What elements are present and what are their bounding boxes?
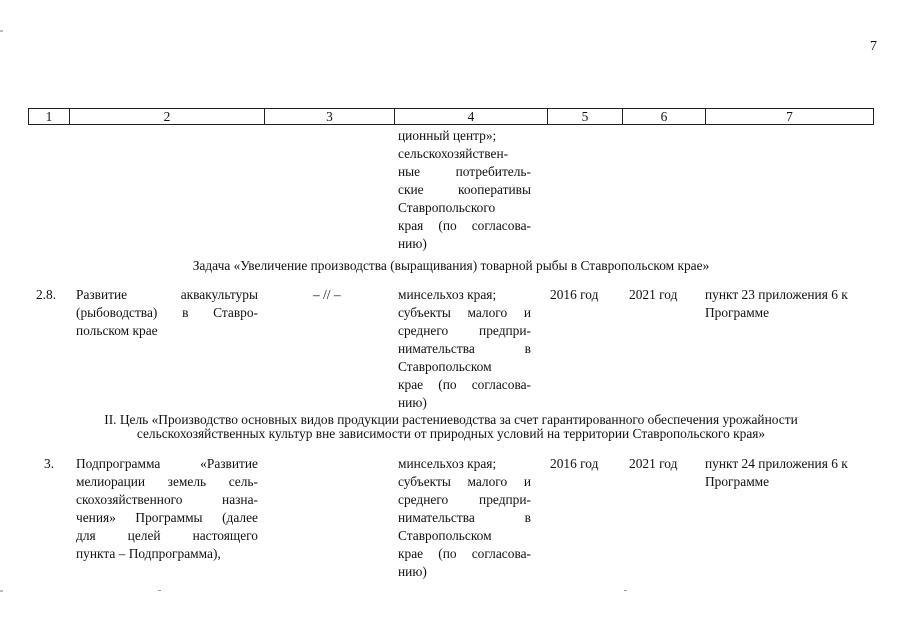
table-header-row (28, 108, 874, 125)
header-col-6: 6 (623, 109, 706, 124)
row-3-col4-line: нию) (398, 564, 427, 579)
cont-col4-line: сельскохозяйствен- (398, 146, 509, 161)
goal-heading-line: сельскохозяйственных культур вне зависимости от природных условий на территории Ставропольского края» (136, 426, 766, 441)
cont-col4-line: ские кооперативы (398, 182, 531, 197)
row-2-8-col4-line: минсельхоз края; (398, 287, 497, 302)
row-3-ref-line: пункт 24 приложения 6 к (705, 456, 848, 471)
page-number: 7 (870, 39, 877, 54)
row-3-reference (705, 455, 873, 491)
row-2-8-col4-line: нию) (398, 395, 427, 410)
task-heading: Задача «Увеличение производства (выращивания) товарной рыбы в Ставропольском крае» (192, 258, 710, 273)
row-3-name (76, 455, 258, 563)
cont-col4-line: ционный центр»; (398, 128, 497, 143)
row-3-col4-line: минсельхоз края; (398, 456, 497, 471)
row-3-name-line: мелиорации земель сель- (76, 474, 258, 489)
row-3-name-line: пункта – Подпрограмма), (76, 546, 221, 561)
cont-col4-line: Ставропольского (398, 200, 496, 215)
row-3-number: 3. (44, 456, 55, 471)
row-3-name-line: чения» Программы (далее (76, 510, 258, 525)
goal-heading-line: II. Цель «Производство основных видов продукции растениеводства за счет гарантированного обеспечения урожайности (104, 412, 798, 427)
header-col-3: 3 (265, 109, 395, 124)
row-2-8-end-year: 2021 год (629, 287, 678, 302)
row-2-8-name-line: Развитие аквакультуры (76, 287, 258, 302)
scan-mark (0, 30, 3, 32)
header-col-1: 1 (29, 109, 70, 124)
row-3-col4-line: субъекты малого и (398, 474, 531, 489)
row-2-8-col4-line: крае (по согласова- (398, 377, 531, 392)
header-col-2: 2 (70, 109, 265, 124)
cont-row-col4 (398, 127, 531, 253)
row-2-8-ref-line: Программе (705, 305, 770, 320)
row-2-8-start-year: 2016 год (550, 287, 599, 302)
scan-mark (0, 590, 3, 592)
row-3-col4-line: крае (по согласова- (398, 546, 531, 561)
row-3-col4-line: нимательства в (398, 510, 531, 525)
row-3-start-year: 2016 год (550, 456, 599, 471)
scan-mark (624, 590, 627, 591)
row-3-col4 (398, 455, 531, 581)
row-3-name-line: для целей настоящего (76, 528, 258, 543)
row-2-8-number: 2.8. (36, 287, 57, 302)
row-3-name-line: скохозяйственного назна- (76, 492, 258, 507)
goal-heading (28, 413, 874, 441)
header-col-5: 5 (548, 109, 623, 124)
row-2-8-col4-line: Ставропольском (398, 359, 492, 374)
row-3-col4-line: среднего предпри- (398, 492, 531, 507)
row-3-end-year: 2021 год (629, 456, 678, 471)
row-2-8-col3: – // – (313, 287, 341, 302)
row-2-8-col4-line: субъекты малого и (398, 305, 531, 320)
cont-col4-line: нию) (398, 236, 427, 251)
row-3-col4-line: Ставропольском (398, 528, 492, 543)
row-2-8-name-line: польском крае (76, 323, 158, 338)
row-2-8-reference (705, 286, 873, 322)
row-3-name-line: Подпрограмма «Развитие (76, 456, 258, 471)
row-2-8-name (76, 286, 258, 340)
header-col-4: 4 (395, 109, 548, 124)
row-2-8-col4-line: среднего предпри- (398, 323, 531, 338)
row-2-8-col4 (398, 286, 531, 412)
row-3-ref-line: Программе (705, 474, 770, 489)
row-2-8-ref-line: пункт 23 приложения 6 к (705, 287, 848, 302)
row-2-8-name-line: (рыбоводства) в Ставро- (76, 305, 258, 320)
cont-col4-line: края (по согласова- (398, 218, 531, 233)
row-2-8-col4-line: нимательства в (398, 341, 531, 356)
scan-mark (158, 590, 161, 591)
header-col-7: 7 (786, 109, 793, 124)
cont-col4-line: ные потребитель- (398, 164, 531, 179)
